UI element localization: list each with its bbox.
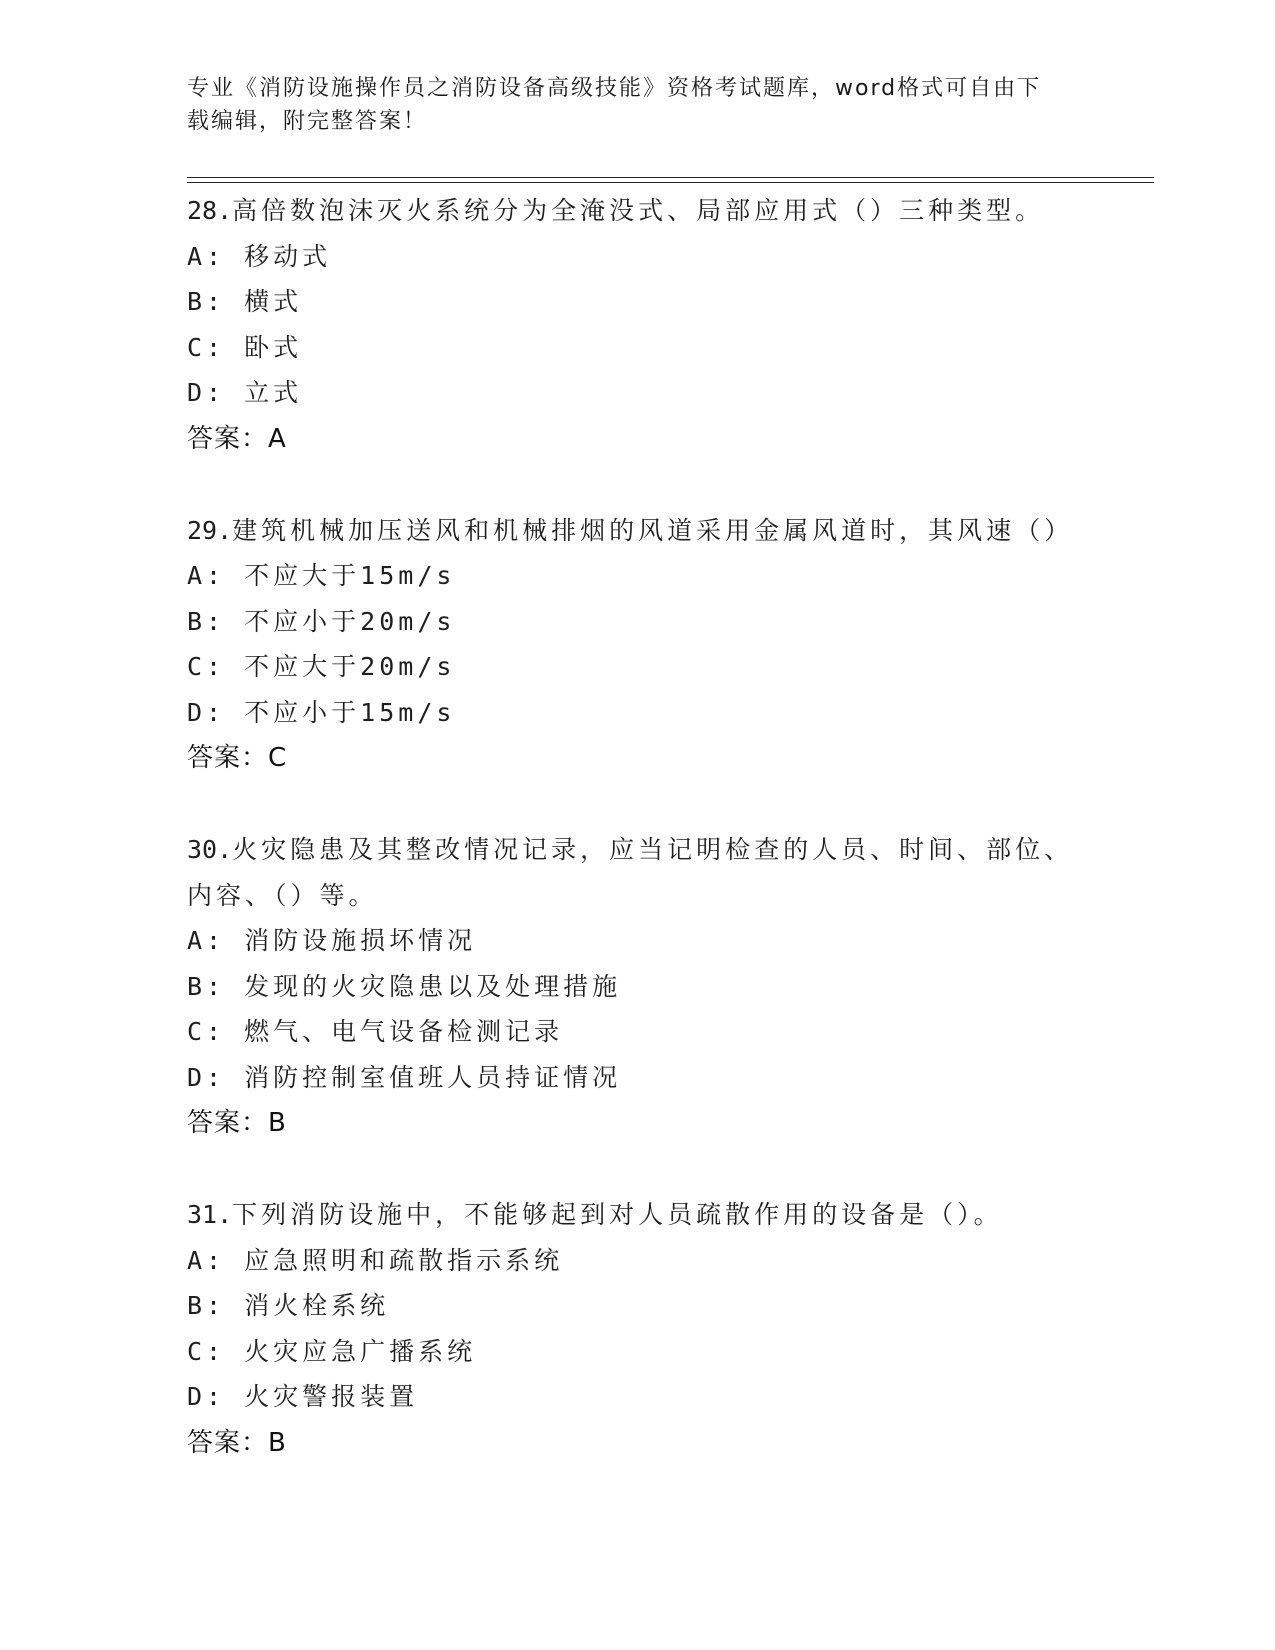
option-key: C: [187, 652, 226, 681]
option-key: D: [187, 1062, 226, 1092]
question-item [187, 508, 1147, 782]
question-stem-line: 建筑机械加压送风和机械排烟的风道采用金属风道时，其风速（） [232, 515, 1074, 545]
option-c [187, 1009, 1147, 1055]
question-number: 30. [187, 835, 233, 864]
header-divider-bottom [187, 182, 1154, 183]
question-stem-line: 内容、（）等。 [187, 880, 378, 910]
question-number: 31. [187, 1200, 233, 1229]
option-d [187, 1374, 1147, 1420]
option-a [187, 553, 1147, 599]
option-key: D: [187, 378, 226, 407]
option-text: 不应小于15m/s [244, 697, 456, 727]
document-header [187, 72, 1067, 138]
question-stem [187, 188, 1147, 234]
option-c [187, 1329, 1147, 1375]
option-key: C: [187, 1336, 226, 1366]
option-a [187, 918, 1147, 964]
question-number: 29. [187, 515, 233, 545]
option-d [187, 690, 1147, 736]
option-b [187, 599, 1147, 645]
option-key: B: [187, 606, 226, 636]
header-line-1: 专业《消防设施操作员之消防设备高级技能》资格考试题库，word格式可自由下 [187, 76, 1042, 101]
question-stem [187, 1192, 1147, 1238]
option-key: A: [187, 561, 226, 590]
header-line-2: 载编辑，附完整答案！ [187, 109, 428, 134]
question-stem-line: 下列消防设施中，不能够起到对人员疏散作用的设备是（）。 [232, 1200, 1003, 1229]
option-key: A: [187, 926, 226, 955]
option-text: 卧式 [244, 332, 303, 362]
question-number: 28. [187, 196, 233, 225]
question-stem-line: 火灾隐患及其整改情况记录，应当记明检查的人员、时间、部位、 [232, 835, 1074, 864]
option-c [187, 325, 1147, 371]
question-item [187, 1192, 1147, 1466]
option-text: 火灾应急广播系统 [244, 1336, 477, 1366]
option-key: D: [187, 697, 226, 727]
option-text: 立式 [244, 378, 303, 407]
question-stem [187, 827, 1147, 873]
option-a [187, 1238, 1147, 1284]
question-stem [187, 508, 1147, 554]
option-text: 发现的火灾隐患以及处理措施 [244, 971, 622, 1001]
option-b [187, 279, 1147, 325]
option-text: 火灾警报装置 [244, 1382, 419, 1411]
option-b [187, 1283, 1147, 1329]
answer-line: 答案：B [187, 1108, 287, 1138]
option-text: 不应小于20m/s [244, 606, 456, 636]
question-stem-line: 高倍数泡沫灭火系统分为全淹没式、局部应用式（）三种类型。 [232, 196, 1045, 225]
option-text: 消防控制室值班人员持证情况 [244, 1062, 622, 1092]
option-key: A: [187, 241, 226, 271]
header-divider-top [187, 177, 1154, 178]
option-text: 燃气、电气设备检测记录 [244, 1017, 564, 1046]
option-d [187, 1055, 1147, 1101]
option-key: D: [187, 1382, 226, 1411]
option-b [187, 964, 1147, 1010]
option-d [187, 370, 1147, 416]
answer-line: 答案：A [187, 423, 287, 454]
option-text: 消火栓系统 [244, 1291, 390, 1320]
option-key: C: [187, 1017, 226, 1046]
option-key: C: [187, 332, 226, 362]
question-item [187, 827, 1147, 1146]
option-text: 移动式 [244, 241, 332, 271]
question-item [187, 188, 1147, 462]
option-text: 不应大于15m/s [244, 561, 456, 590]
option-c [187, 644, 1147, 690]
option-key: B: [187, 287, 226, 316]
option-key: B: [187, 971, 226, 1001]
option-a [187, 234, 1147, 280]
option-text: 消防设施损坏情况 [244, 926, 477, 955]
answer-line: 答案：C [187, 743, 288, 773]
option-text: 不应大于20m/s [244, 652, 456, 681]
question-stem-continued [187, 873, 1147, 919]
option-text: 横式 [244, 287, 303, 316]
question-list [187, 188, 1147, 1512]
option-key: A: [187, 1245, 226, 1275]
answer-line: 答案：B [187, 1427, 287, 1458]
option-key: B: [187, 1291, 226, 1320]
option-text: 应急照明和疏散指示系统 [244, 1245, 564, 1275]
